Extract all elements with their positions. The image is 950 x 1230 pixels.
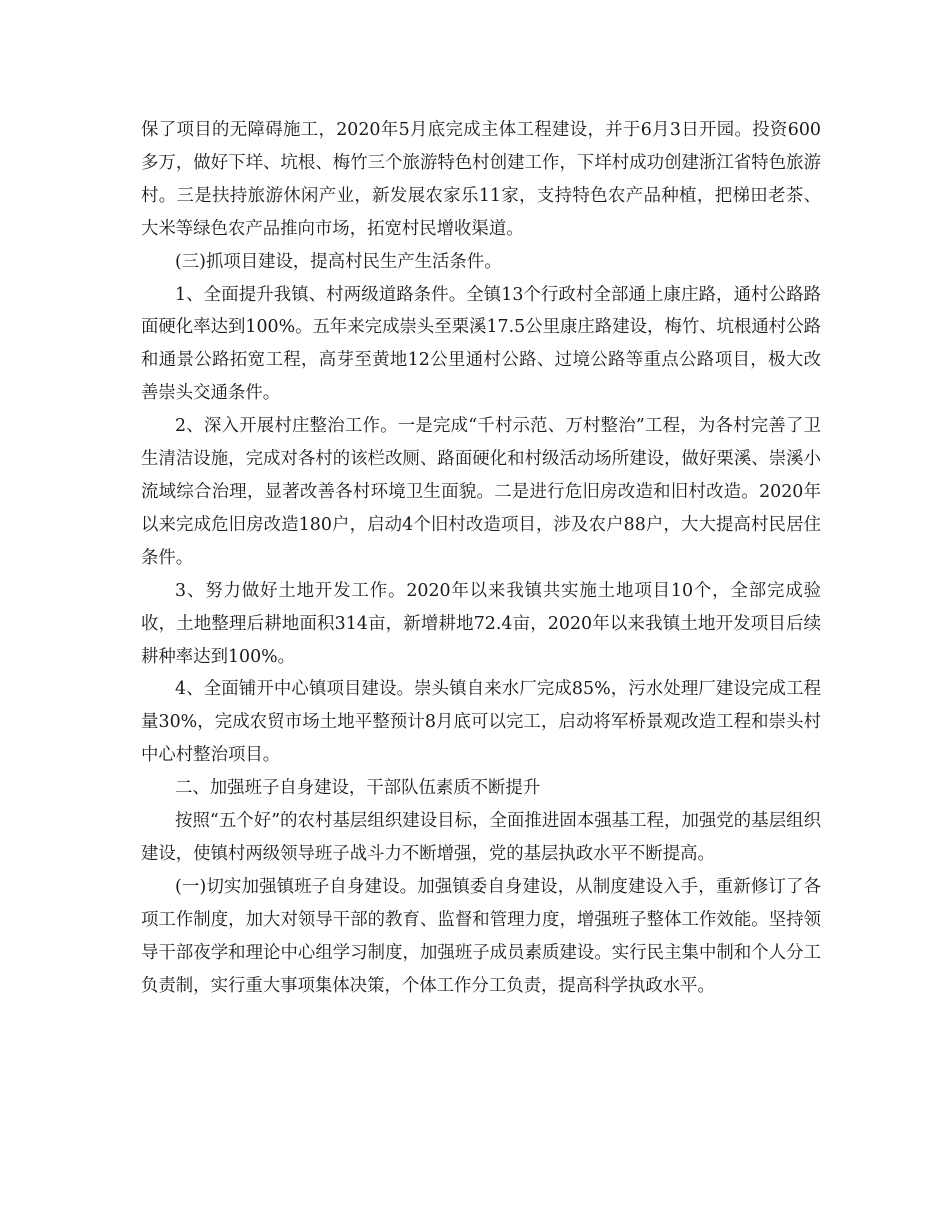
paragraph-land-development: 3、努力做好土地开发工作。2020年以来我镇共实施土地项目10个，全部完成验收，土地整理后耕地面积314亩，新增耕地72.4亩，2020年以来我镇土地开发项目后续耕种率达到100%。	[141, 580, 821, 667]
section-heading-projects: (三)抓项目建设，提高村民生产生活条件。	[175, 251, 502, 272]
paragraph-village-renovation: 2、深入开展村庄整治工作。一是完成“千村示范、万村整治”工程，为各村完善了卫生清洁设施，完成对各村的该栏改厕、路面硬化和村级活动场所建设，做好栗溪、崇溪小流域综合治理，显著改善各村环境卫生面貌。二是进行危旧房改造和旧村改造。2020年以来完成危旧房改造180户，启动4个旧村改造项目，涉及农户88户，大大提高村民居住条件。	[141, 416, 821, 568]
paragraph-roads: 1、全面提升我镇、村两级道路条件。全镇13个行政村全部通上康庄路，通村公路路面硬化率达到100%。五年来完成崇头至栗溪17.5公里康庄路建设，梅竹、坑根通村公路和通景公路拓宽工程，高芽至黄地12公里通村公路、过境公路等重点公路项目，极大改善崇头交通条件。	[141, 284, 821, 404]
paragraph-town-leadership: (一)切实加强镇班子自身建设。加强镇委自身建设，从制度建设入手，重新修订了各项工作制度，加大对领导干部的教育、监督和管理力度，增强班子整体工作效能。坚持领导干部夜学和理论中心组学习制度，加强班子成员素质建设。实行民主集中制和个人分工负责制，实行重大事项集体决策，个体工作分工负责，提高科学执政水平。	[141, 876, 821, 996]
paragraph-central-town: 4、全面铺开中心镇项目建设。崇头镇自来水厂完成85%，污水处理厂建设完成工程量30%，完成农贸市场土地平整预计8月底可以完工，启动将军桥景观改造工程和崇头村中心村整治项目。	[141, 679, 821, 766]
section-heading-team-building: 二、加强班子自身建设，干部队伍素质不断提升	[175, 778, 541, 799]
paragraph-continued: 保了项目的无障碍施工，2020年5月底完成主体工程建设，并于6月3日开园。投资600多万，做好下垟、坑根、梅竹三个旅游特色村创建工作，下垟村成功创建浙江省特色旅游村。三是扶持旅游休闲产业，新发展农家乐11家，支持特色农产品种植，把梯田老茶、大米等绿色农产品推向市场，拓宽村民增收渠道。	[141, 120, 821, 239]
paragraph-five-goods: 按照“五个好”的农村基层组织建设目标，全面推进固本强基工程，加强党的基层组织建设，使镇村两级领导班子战斗力不断增强，党的基层执政水平不断提高。	[141, 811, 821, 864]
document-body	[141, 114, 821, 1002]
